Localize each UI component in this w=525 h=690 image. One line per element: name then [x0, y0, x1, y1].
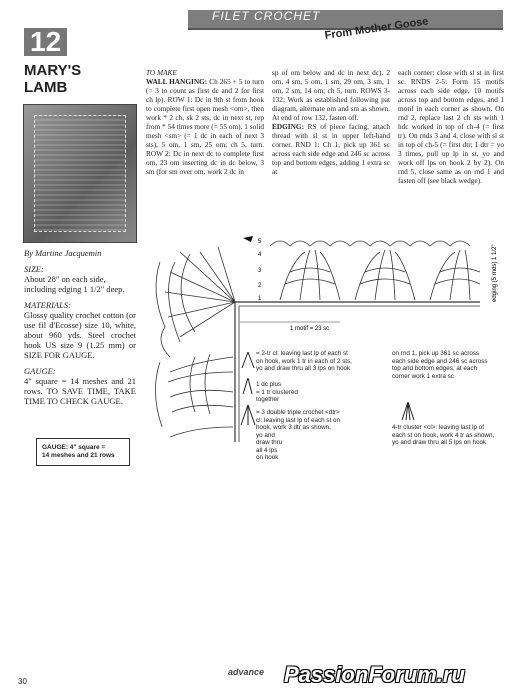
- wall-hanging-lead: WALL HANGING:: [146, 77, 208, 86]
- gauge-text: 4" square = 14 meshes and 21 rows. TO SAVE TIME, TAKE TIME TO CHECK GAUGE.: [24, 376, 136, 406]
- instructions-column-1: [146, 68, 264, 176]
- legend-two-tr-cluster: = 2-tr cl: leaving last lp of each st on hook, work 1 tr in each of 2 sts, yo and draw thru all 3 lps on hook: [256, 350, 352, 372]
- three-dtr-cluster-symbol: [241, 405, 255, 425]
- size-heading: SIZE:: [24, 264, 44, 274]
- dc-tr-cluster-symbol: [243, 378, 252, 394]
- pattern-title-line1: MARY'S: [24, 62, 82, 79]
- gauge-box: [36, 438, 130, 466]
- materials-text: Glossy quality crochet cotton (or use fil d'Ecosse) size 10, white, about 960 yds. Steel crochet hook US size 9 (1.25 mm) or SIZE FOR GAUGE.: [24, 310, 136, 360]
- site-watermark: PassionForum.ru: [284, 662, 465, 687]
- edging-lead: EDGING:: [272, 122, 305, 131]
- symbol-glyphs: [238, 350, 258, 450]
- page-number: 30: [18, 677, 27, 686]
- two-tr-cluster-symbol: [242, 352, 254, 368]
- four-tr-cluster-symbol: [400, 400, 416, 422]
- edging-wedge: [243, 236, 253, 242]
- gauge-heading: GAUGE:: [24, 366, 56, 376]
- legend-dc-tr-cluster: 1 dc plus = 1 tr clustered together: [256, 381, 298, 403]
- instructions-column-2: [272, 68, 390, 176]
- gauge-box-line1: GAUGE: 4" square =: [42, 444, 106, 451]
- col1-text: Ch 265 + 5 to turn (= 3 to count as first dc and 2 for first ch lp). ROW 1: Dc in 9th st from hook to complete first open mesh <om>, then work * 2 ch, sk 2 sts, dc in next st, rep from * 54 times more (= 55 om), 1 solid mesh <sm> (= 1 dc in each of next 3 sts), 5 om, 1 sm, 25 om; ch 5, turn. ROW 2: Dc in next dc to complete first om, 23 om inserting dc in dc below, 3 sm (for sm over om, work 2 dc in: [146, 77, 264, 176]
- pattern-number: 12: [24, 28, 67, 56]
- round-label-4: 4: [258, 252, 262, 258]
- pattern-title: [24, 62, 114, 96]
- wall-hanging-photo: [23, 104, 137, 243]
- to-make-heading: TO MAKE: [146, 68, 177, 77]
- materials-heading: MATERIALS:: [24, 300, 71, 310]
- instructions-column-3: [398, 68, 504, 185]
- col3-text: each corner; close with sl st in first sc. RNDS 2-5: Form 15 motifs across each side edge, 10 motifs across top and bottom edges, and 1 motif in each corner as shown. On rnd 2, replace last 2 ch sts with 1 hdc worked in top of ch-4 (= first tr). On rnds 3 and 4, close with sl st in top of ch-5 (= first dtr; 1 dtr = yo 3 times, pull up lp in st, yo and work off lps on hook 2 by 2). On rnd 5, close same as on rnd 1 and fasten off (see black wedge).: [398, 68, 504, 185]
- gauge-box-line2: 14 meshes and 21 rows: [42, 452, 115, 459]
- pattern-title-line2: LAMB: [24, 79, 68, 96]
- legend-three-dtr-cluster: = 3 double triple crochet <dtr> cl: leaving last lp of each st on hook, work 3 dtr as shown, yo and draw thru all 4 lps on hook: [256, 409, 341, 461]
- motif-label: 1 motif = 23 sc: [290, 326, 330, 332]
- section-subtitle: From Mother Goose: [324, 15, 430, 42]
- legend-pickup-note: on rnd 1, pick up 361 sc across each side edge and 246 sc across top and bottom edges; at each corner work 1 extra sc: [392, 350, 488, 380]
- round-label-1: 1: [258, 296, 262, 302]
- size-text: About 28" on each side, including edging 1 1/2" deep.: [24, 274, 125, 294]
- round-label-5: 5: [258, 239, 262, 245]
- col2-text: sp of om below and dc in next dc), 2 om, 4 sm, 5 om, 1 sm, 29 om, 3 sm, 1 om, 2 sm, 14 om; ch 5, turn. ROWS 3-132: Work as established following pat diagram, alternate om and sm as shown. At end of row 132, fasten off.: [272, 68, 390, 122]
- designer-credit: By Martine Jacquemin: [24, 248, 102, 258]
- publisher-mark: advance: [228, 667, 265, 677]
- round-label-2: 2: [258, 283, 262, 289]
- photo-lace-detail: [34, 115, 126, 232]
- round-label-3: 3: [258, 268, 262, 274]
- section-title: FILET CROCHET: [212, 9, 321, 23]
- col2-text2: RS of piece facing, attach thread with sl st in upper left-hand corner. RND 1: Ch 1, pick up 361 sc across each side edge and 246 sc across top and bottom edges, adding 1 extra sc at: [272, 122, 390, 176]
- edging-depth-label: edging (5 rnds) 1 1/2": [492, 244, 498, 302]
- legend-four-tr-cluster: 4-tr cluster <cl>: leaving last lp of each st on hook, work 4 tr as shown, yo and draw thru all 5 lps on hook: [392, 424, 495, 446]
- left-column: [24, 248, 136, 412]
